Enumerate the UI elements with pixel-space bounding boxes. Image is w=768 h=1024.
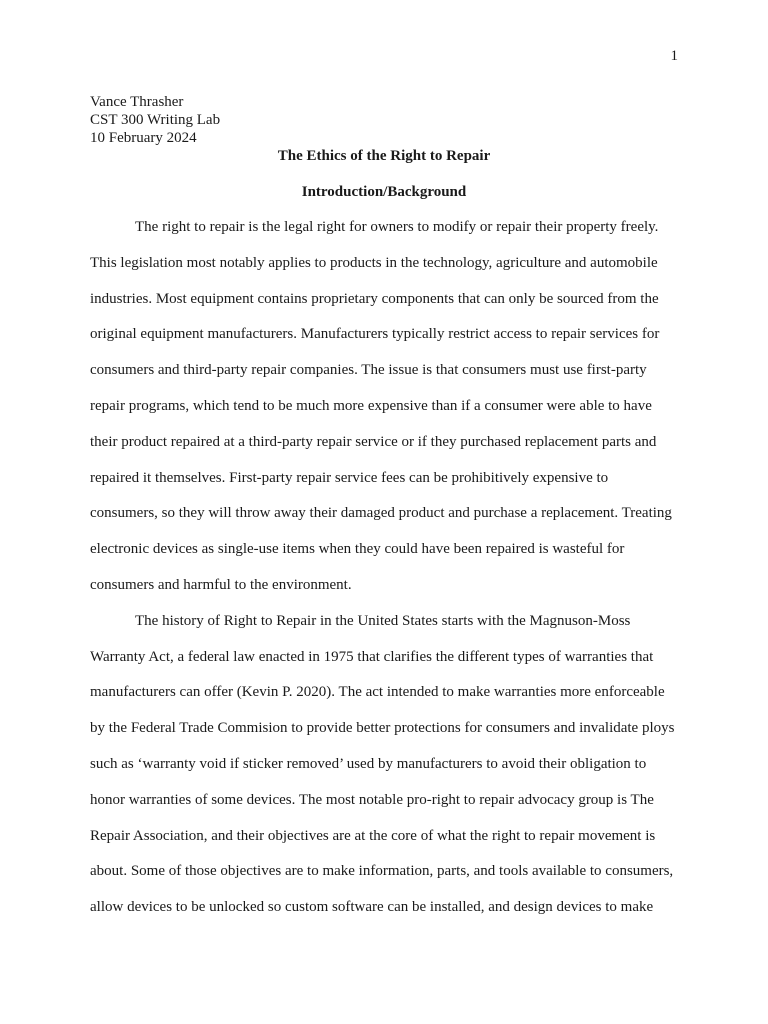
text-line: by the Federal Trade Commision to provide better protections for consumers and invalidate ploys	[90, 720, 675, 737]
text-line: their product repaired at a third-party repair service or if they purchased replacement parts and	[90, 433, 657, 450]
text-line: consumers, so they will throw away their damaged product and purchase a replacement. Treating	[90, 505, 672, 522]
text-line: original equipment manufacturers. Manufacturers typically restrict access to repair services for	[90, 326, 660, 343]
text-line: This legislation most notably applies to products in the technology, agriculture and automobile	[90, 254, 658, 271]
document-header	[90, 93, 220, 147]
paragraph-1	[90, 210, 678, 604]
text-line: honor warranties of some devices. The most notable pro-right to repair advocacy group is The	[90, 791, 654, 808]
text-line: Repair Association, and their objectives are at the core of what the right to repair movement is	[90, 827, 656, 844]
text-line: consumers and third-party repair companies. The issue is that consumers must use first-party	[90, 362, 647, 379]
section-heading: Introduction/Background	[301, 184, 467, 200]
paragraph-2	[90, 604, 678, 926]
text-line: about. Some of those objectives are to make information, parts, and tools available to consumers,	[90, 863, 674, 880]
text-line: The right to repair is the legal right for owners to modify or repair their property freely.	[135, 219, 659, 235]
page-number: 1	[670, 48, 678, 64]
document-date: 10 February 2024	[90, 130, 197, 146]
author-name: Vance Thrasher	[90, 94, 184, 110]
text-line: repaired it themselves. First-party repair service fees can be prohibitively expensive to	[90, 469, 609, 486]
text-line: consumers and harmful to the environment.	[90, 576, 352, 593]
course-name: CST 300 Writing Lab	[90, 112, 221, 128]
text-line: Warranty Act, a federal law enacted in 1975 that clarifies the different types of warranties that	[90, 648, 654, 665]
document-title: The Ethics of the Right to Repair	[277, 148, 491, 164]
text-line: electronic devices as single-use items when they could have been repaired is wasteful for	[90, 541, 625, 558]
text-line: allow devices to be unlocked so custom software can be installed, and design devices to make	[90, 899, 654, 916]
text-line: repair programs, which tend to be much more expensive than if a consumer were able to have	[90, 397, 652, 414]
text-line: The history of Right to Repair in the United States starts with the Magnuson-Moss	[135, 612, 631, 629]
body-text	[90, 210, 678, 926]
text-line: such as ‘warranty void if sticker removed’ used by manufacturers to avoid their obligation to	[90, 755, 647, 772]
text-line: manufacturers can offer (Kevin P. 2020). The act intended to make warranties more enforceable	[90, 684, 665, 701]
text-line: industries. Most equipment contains proprietary components that can only be sourced from the	[90, 290, 659, 307]
